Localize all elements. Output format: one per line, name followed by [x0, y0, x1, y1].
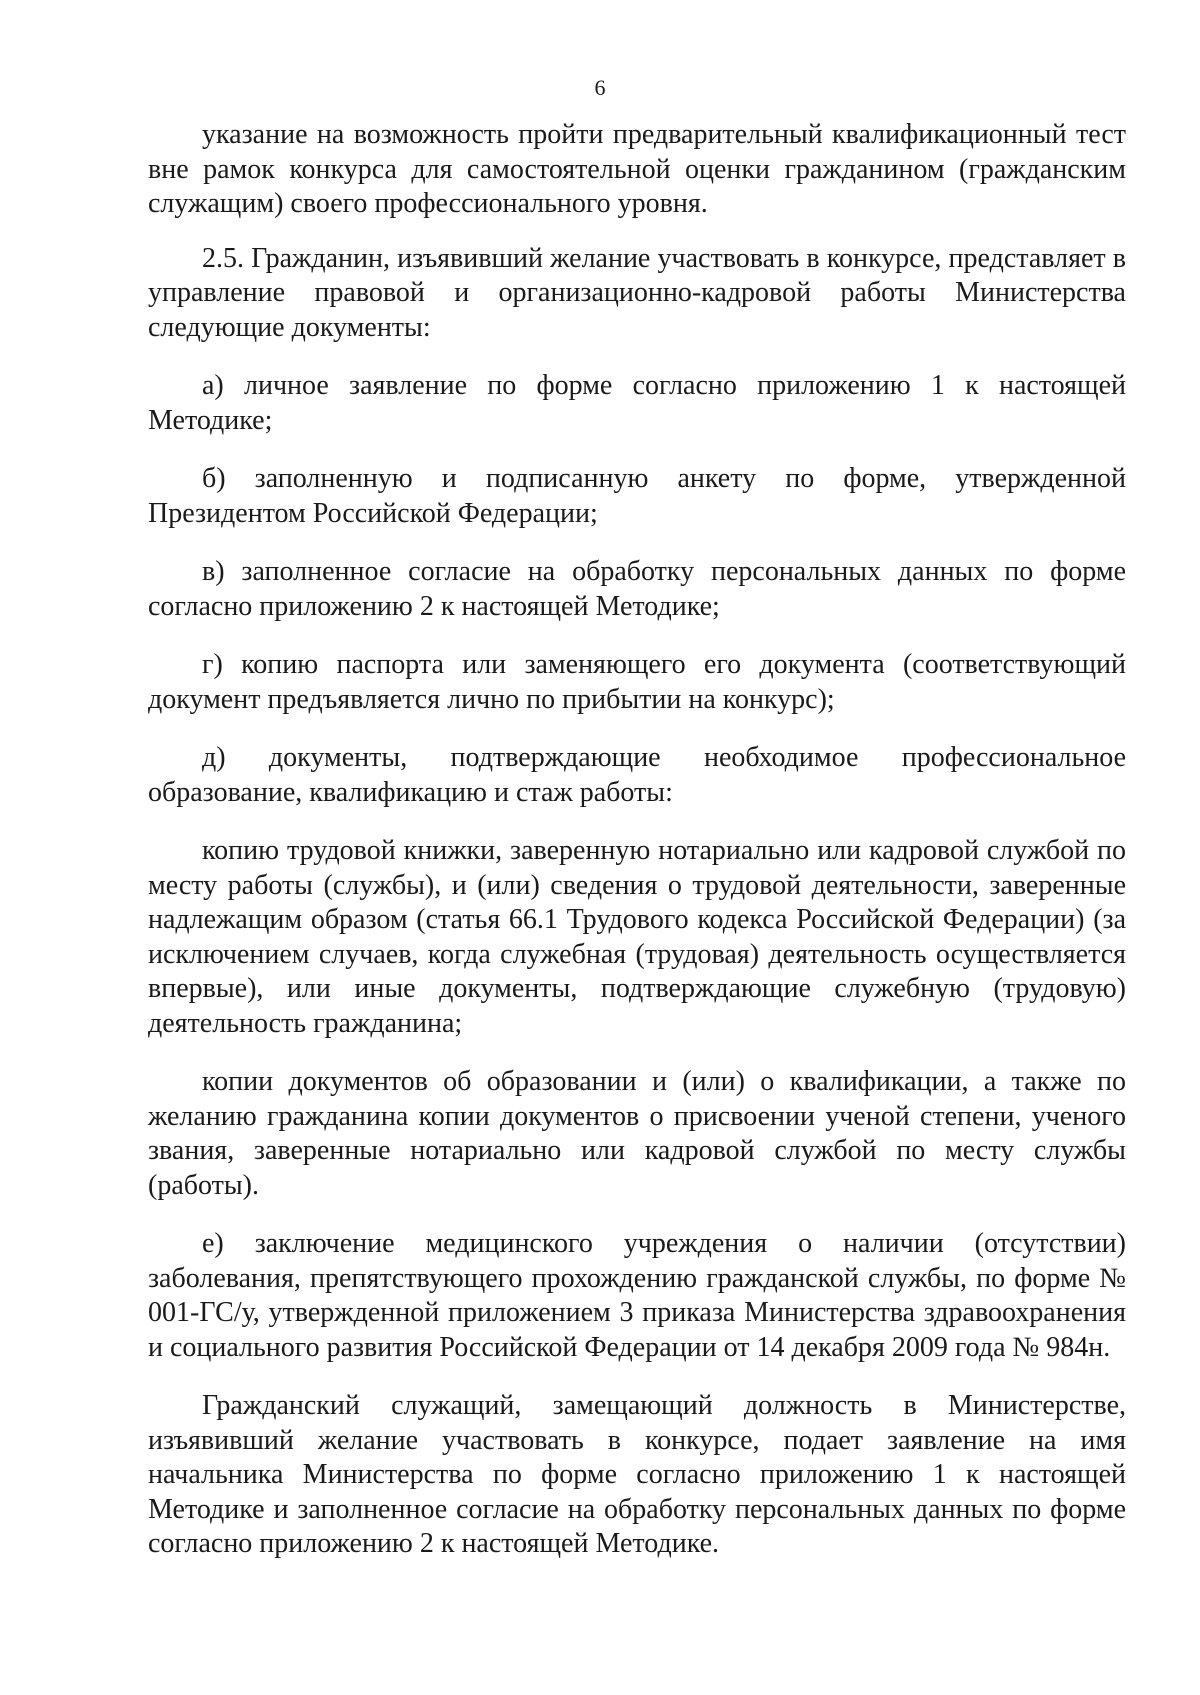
list-item-d: д) документы, подтверждающие необходимое профессиональное образование, квалификацию и стаж работы:: [148, 742, 1126, 808]
paragraph-civil-servant: Гражданский служащий, замещающий должность в Министерстве, изъявивший желание участвовать в конкурсе, подает заявление на имя начальника Министерства по форме согласно приложению 1 к настоящей Методике и заполненное согласие на обработку персональных данных по форме согласно приложению 2 к настоящей Методике.: [148, 1390, 1126, 1559]
list-item-b: б) заполненную и подписанную анкету по форме, утвержденной Президентом Российской Федерации;: [148, 463, 1126, 529]
list-item-g: г) копию паспорта или заменяющего его документа (соответствующий документ предъявляется лично по прибытии на конкурс);: [148, 649, 1126, 715]
list-item-e: е) заключение медицинского учреждения о наличии (отсутствии) заболевания, препятствующего прохождению гражданской службы, по форме № 001-ГС/у, утвержденной приложением 3 приказа Министерства здравоохранения и социального развития Российской Федерации от 14 декабря 2009 года № 984н.: [148, 1228, 1126, 1363]
sub-item-work-record: копию трудовой книжки, заверенную нотариально или кадровой службой по месту работы (службы), и (или) сведения о трудовой деятельности, заверенные надлежащим образом (статья 66.1 Трудового кодекса Российской Федерации) (за исключением случаев, когда служебная (трудовая) деятельность осуществляется впервые), или иные документы, подтверждающие служебную (трудовую) деятельность гражданина;: [148, 835, 1126, 1039]
page-number: 6: [594, 75, 606, 100]
list-item-a: а) личное заявление по форме согласно приложению 1 к настоящей Методике;: [148, 370, 1126, 436]
paragraph-intro-continuation: указание на возможность пройти предварительный квалификационный тест вне рамок конкурса для самостоятельной оценки гражданином (гражданским служащим) своего профессионального уровня.: [148, 119, 1126, 219]
document-body: [148, 118, 1126, 1562]
paragraph-2-5: 2.5. Гражданин, изъявивший желание участвовать в конкурсе, представляет в управление правовой и организационно-кадровой работы Министерства следующие документы:: [148, 242, 1126, 343]
list-item-v: в) заполненное согласие на обработку персональных данных по форме согласно приложению 2 к настоящей Методике;: [148, 556, 1126, 622]
sub-item-education-docs: копии документов об образовании и (или) о квалификации, а также по желанию гражданина копии документов о присвоении ученой степени, ученого звания, заверенные нотариально или кадровой службой по месту службы (работы).: [148, 1066, 1126, 1201]
